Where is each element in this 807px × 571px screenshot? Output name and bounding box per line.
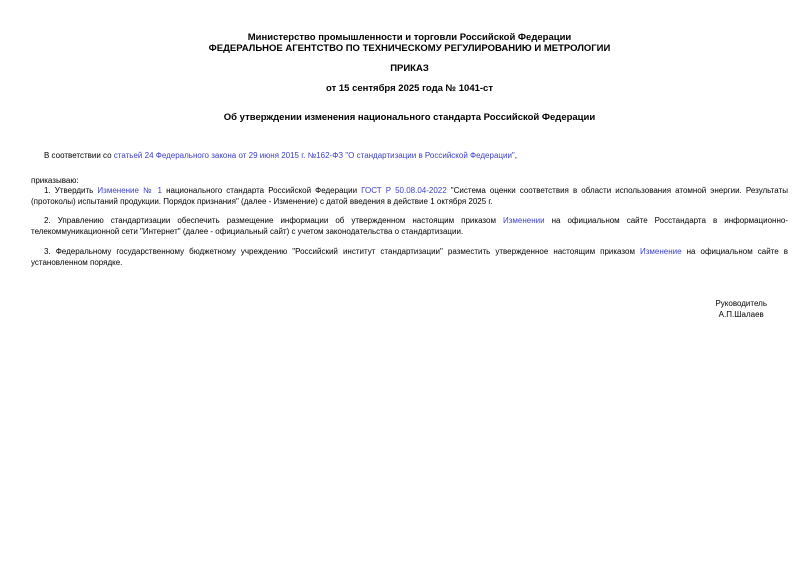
text-run: 2. Управлению стандартизации обеспечить размещение информации об утвержденном настоящим приказом xyxy=(44,216,503,225)
text-run: 1. Утвердить xyxy=(44,186,98,195)
text-run: "Система оценки соответствия в области использования атомной энергии. Результаты (протоколы) испытаний продукции. Порядок признания" (далее - Изменение) с датой введения в действие 1 октября 2025 г. xyxy=(31,186,788,206)
document-link[interactable]: ГОСТ Р 50.08.04-2022 xyxy=(361,186,447,195)
document-body xyxy=(31,151,788,268)
agency-name: ФЕДЕРАЛЬНОЕ АГЕНТСТВО ПО ТЕХНИЧЕСКОМУ РЕГУЛИРОВАНИЮ И МЕТРОЛОГИИ xyxy=(208,43,611,54)
paragraph-intro xyxy=(31,151,788,162)
signer-position: Руководитель xyxy=(715,299,767,308)
text-run: В соответствии со xyxy=(44,151,114,160)
document-date-number: от 15 сентября 2025 года № 1041-ст xyxy=(326,83,493,94)
text-run: на официальном сайте в установленном порядке. xyxy=(31,247,788,267)
document-link[interactable]: Изменении xyxy=(502,216,545,225)
text-run: национального стандарта Российской Федерации xyxy=(162,186,362,195)
paragraph-item-2 xyxy=(31,216,788,237)
text-run: 3. Федеральному государственному бюджетному учреждению "Российский институт стандартизации" разместить утвержденное настоящим приказом xyxy=(44,247,640,256)
paragraph-item-1 xyxy=(31,186,788,207)
document-title: Об утверждении изменения национального стандарта Российской Федерации xyxy=(223,112,596,123)
text-run: на официальном сайте Росстандарта в информационно-телекоммуникационной сети "Интернет" (далее - официальный сайт) с учетом законодательства о стандартизации. xyxy=(31,216,788,236)
document-link[interactable]: статьей 24 Федерального закона от 29 июня 2015 г. №162-ФЗ "О стандартизации в Российской Федерации" xyxy=(113,151,515,160)
ministry-name: Министерство промышленности и торговли Российской Федерации xyxy=(247,32,572,43)
decree-word: приказываю: xyxy=(31,175,79,185)
paragraph-item-3 xyxy=(31,247,788,268)
signature-block xyxy=(715,298,767,320)
signer-name: А.П.Шалаев xyxy=(718,310,764,319)
document-type: ПРИКАЗ xyxy=(390,63,429,74)
document-link[interactable]: Изменение № 1 xyxy=(97,186,162,195)
text-run: , xyxy=(514,151,517,160)
document-link[interactable]: Изменение xyxy=(639,247,682,256)
